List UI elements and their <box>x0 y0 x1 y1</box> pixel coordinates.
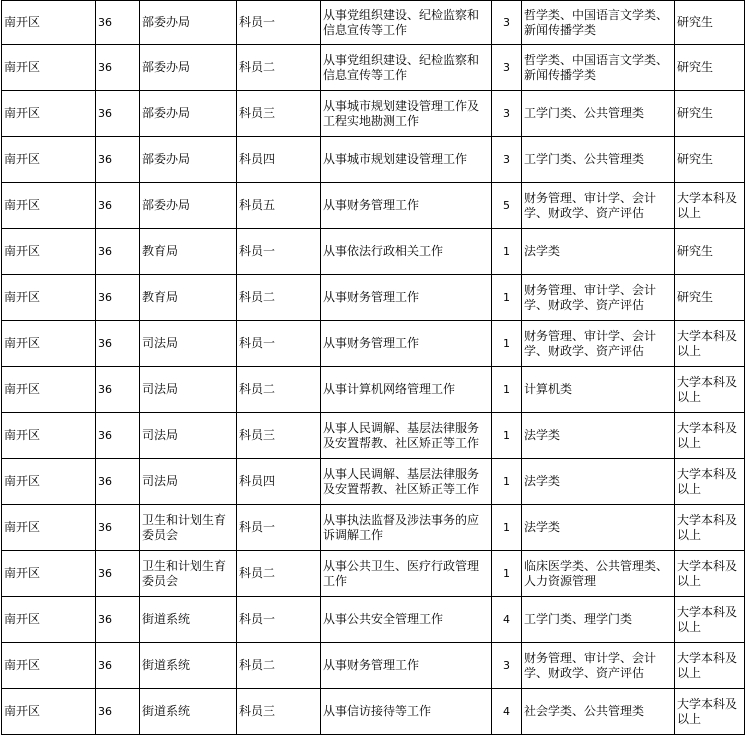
education-cell: 研究生 <box>675 91 745 137</box>
count-cell: 3 <box>492 45 522 91</box>
unit-cell: 司法局 <box>140 367 237 413</box>
unit-cell: 部委办局 <box>140 91 237 137</box>
count-cell: 4 <box>492 689 522 735</box>
code-cell: 36 <box>96 229 140 275</box>
district-cell: 南开区 <box>2 91 96 137</box>
code-cell: 36 <box>96 643 140 689</box>
code-cell: 36 <box>96 505 140 551</box>
duty-cell: 从事执法监督及涉法事务的应诉调解工作 <box>321 505 492 551</box>
table-row <box>2 45 745 91</box>
district-cell: 南开区 <box>2 413 96 459</box>
district-cell: 南开区 <box>2 459 96 505</box>
unit-cell: 街道系统 <box>140 689 237 735</box>
education-cell: 研究生 <box>675 1 745 45</box>
duty-cell: 从事党组织建设、纪检监察和信息宣传等工作 <box>321 1 492 45</box>
table-row <box>2 1 745 45</box>
position-cell: 科员二 <box>237 45 321 91</box>
district-cell: 南开区 <box>2 1 96 45</box>
code-cell: 36 <box>96 91 140 137</box>
duty-cell: 从事计算机网络管理工作 <box>321 367 492 413</box>
code-cell: 36 <box>96 689 140 735</box>
major-cell: 财务管理、审计学、会计学、财政学、资产评估 <box>522 643 675 689</box>
education-cell: 大学本科及以上 <box>675 597 745 643</box>
district-cell: 南开区 <box>2 367 96 413</box>
education-cell: 研究生 <box>675 275 745 321</box>
education-cell: 研究生 <box>675 229 745 275</box>
education-cell: 研究生 <box>675 45 745 91</box>
duty-cell: 从事财务管理工作 <box>321 321 492 367</box>
district-cell: 南开区 <box>2 689 96 735</box>
position-cell: 科员一 <box>237 1 321 45</box>
table-row <box>2 505 745 551</box>
duty-cell: 从事财务管理工作 <box>321 183 492 229</box>
table-row <box>2 229 745 275</box>
education-cell: 大学本科及以上 <box>675 643 745 689</box>
unit-cell: 街道系统 <box>140 597 237 643</box>
education-cell: 大学本科及以上 <box>675 321 745 367</box>
table-row <box>2 597 745 643</box>
code-cell: 36 <box>96 597 140 643</box>
code-cell: 36 <box>96 1 140 45</box>
duty-cell: 从事信访接待等工作 <box>321 689 492 735</box>
position-cell: 科员五 <box>237 183 321 229</box>
major-cell: 法学类 <box>522 459 675 505</box>
count-cell: 3 <box>492 137 522 183</box>
duty-cell: 从事财务管理工作 <box>321 643 492 689</box>
count-cell: 3 <box>492 1 522 45</box>
duty-cell: 从事人民调解、基层法律服务及安置帮教、社区矫正等工作 <box>321 413 492 459</box>
unit-cell: 司法局 <box>140 413 237 459</box>
duty-cell: 从事城市规划建设管理工作 <box>321 137 492 183</box>
table-row <box>2 183 745 229</box>
count-cell: 1 <box>492 459 522 505</box>
education-cell: 大学本科及以上 <box>675 183 745 229</box>
unit-cell: 司法局 <box>140 459 237 505</box>
count-cell: 5 <box>492 183 522 229</box>
major-cell: 临床医学类、公共管理类、人力资源管理 <box>522 551 675 597</box>
table-row <box>2 459 745 505</box>
district-cell: 南开区 <box>2 183 96 229</box>
position-cell: 科员三 <box>237 413 321 459</box>
position-cell: 科员一 <box>237 321 321 367</box>
count-cell: 3 <box>492 91 522 137</box>
duty-cell: 从事依法行政相关工作 <box>321 229 492 275</box>
position-cell: 科员二 <box>237 551 321 597</box>
table-body <box>2 1 745 735</box>
table-row <box>2 643 745 689</box>
unit-cell: 教育局 <box>140 229 237 275</box>
position-cell: 科员四 <box>237 459 321 505</box>
district-cell: 南开区 <box>2 137 96 183</box>
position-cell: 科员二 <box>237 643 321 689</box>
position-cell: 科员四 <box>237 137 321 183</box>
district-cell: 南开区 <box>2 275 96 321</box>
major-cell: 计算机类 <box>522 367 675 413</box>
table-row <box>2 91 745 137</box>
position-cell: 科员一 <box>237 505 321 551</box>
district-cell: 南开区 <box>2 229 96 275</box>
count-cell: 3 <box>492 643 522 689</box>
count-cell: 4 <box>492 597 522 643</box>
major-cell: 财务管理、审计学、会计学、财政学、资产评估 <box>522 183 675 229</box>
duty-cell: 从事公共卫生、医疗行政管理工作 <box>321 551 492 597</box>
unit-cell: 部委办局 <box>140 137 237 183</box>
table-row <box>2 275 745 321</box>
code-cell: 36 <box>96 551 140 597</box>
count-cell: 1 <box>492 275 522 321</box>
count-cell: 1 <box>492 321 522 367</box>
unit-cell: 部委办局 <box>140 45 237 91</box>
position-cell: 科员三 <box>237 689 321 735</box>
major-cell: 哲学类、中国语言文学类、新闻传播学类 <box>522 1 675 45</box>
code-cell: 36 <box>96 137 140 183</box>
education-cell: 大学本科及以上 <box>675 367 745 413</box>
major-cell: 法学类 <box>522 229 675 275</box>
unit-cell: 卫生和计划生育委员会 <box>140 505 237 551</box>
district-cell: 南开区 <box>2 321 96 367</box>
position-cell: 科员一 <box>237 597 321 643</box>
major-cell: 财务管理、审计学、会计学、财政学、资产评估 <box>522 321 675 367</box>
major-cell: 社会学类、公共管理类 <box>522 689 675 735</box>
position-cell: 科员二 <box>237 367 321 413</box>
district-cell: 南开区 <box>2 505 96 551</box>
education-cell: 大学本科及以上 <box>675 551 745 597</box>
code-cell: 36 <box>96 183 140 229</box>
table-row <box>2 689 745 735</box>
district-cell: 南开区 <box>2 551 96 597</box>
major-cell: 工学门类、公共管理类 <box>522 91 675 137</box>
count-cell: 1 <box>492 551 522 597</box>
district-cell: 南开区 <box>2 597 96 643</box>
major-cell: 工学门类、公共管理类 <box>522 137 675 183</box>
position-cell: 科员一 <box>237 229 321 275</box>
unit-cell: 教育局 <box>140 275 237 321</box>
major-cell: 工学门类、理学门类 <box>522 597 675 643</box>
count-cell: 1 <box>492 505 522 551</box>
unit-cell: 部委办局 <box>140 1 237 45</box>
code-cell: 36 <box>96 367 140 413</box>
table-row <box>2 367 745 413</box>
count-cell: 1 <box>492 229 522 275</box>
code-cell: 36 <box>96 459 140 505</box>
unit-cell: 街道系统 <box>140 643 237 689</box>
education-cell: 大学本科及以上 <box>675 459 745 505</box>
duty-cell: 从事公共安全管理工作 <box>321 597 492 643</box>
unit-cell: 部委办局 <box>140 183 237 229</box>
code-cell: 36 <box>96 413 140 459</box>
duty-cell: 从事党组织建设、纪检监察和信息宣传等工作 <box>321 45 492 91</box>
position-cell: 科员三 <box>237 91 321 137</box>
district-cell: 南开区 <box>2 45 96 91</box>
district-cell: 南开区 <box>2 643 96 689</box>
major-cell: 哲学类、中国语言文学类、新闻传播学类 <box>522 45 675 91</box>
unit-cell: 卫生和计划生育委员会 <box>140 551 237 597</box>
table-row <box>2 321 745 367</box>
education-cell: 大学本科及以上 <box>675 505 745 551</box>
count-cell: 1 <box>492 367 522 413</box>
table-row <box>2 137 745 183</box>
code-cell: 36 <box>96 275 140 321</box>
table-row <box>2 551 745 597</box>
unit-cell: 司法局 <box>140 321 237 367</box>
table-row <box>2 413 745 459</box>
education-cell: 大学本科及以上 <box>675 689 745 735</box>
code-cell: 36 <box>96 45 140 91</box>
count-cell: 1 <box>492 413 522 459</box>
duty-cell: 从事人民调解、基层法律服务及安置帮教、社区矫正等工作 <box>321 459 492 505</box>
duty-cell: 从事财务管理工作 <box>321 275 492 321</box>
education-cell: 大学本科及以上 <box>675 413 745 459</box>
education-cell: 研究生 <box>675 137 745 183</box>
position-cell: 科员二 <box>237 275 321 321</box>
duty-cell: 从事城市规划建设管理工作及工程实地勘测工作 <box>321 91 492 137</box>
major-cell: 法学类 <box>522 413 675 459</box>
positions-table <box>1 0 745 735</box>
major-cell: 财务管理、审计学、会计学、财政学、资产评估 <box>522 275 675 321</box>
code-cell: 36 <box>96 321 140 367</box>
major-cell: 法学类 <box>522 505 675 551</box>
